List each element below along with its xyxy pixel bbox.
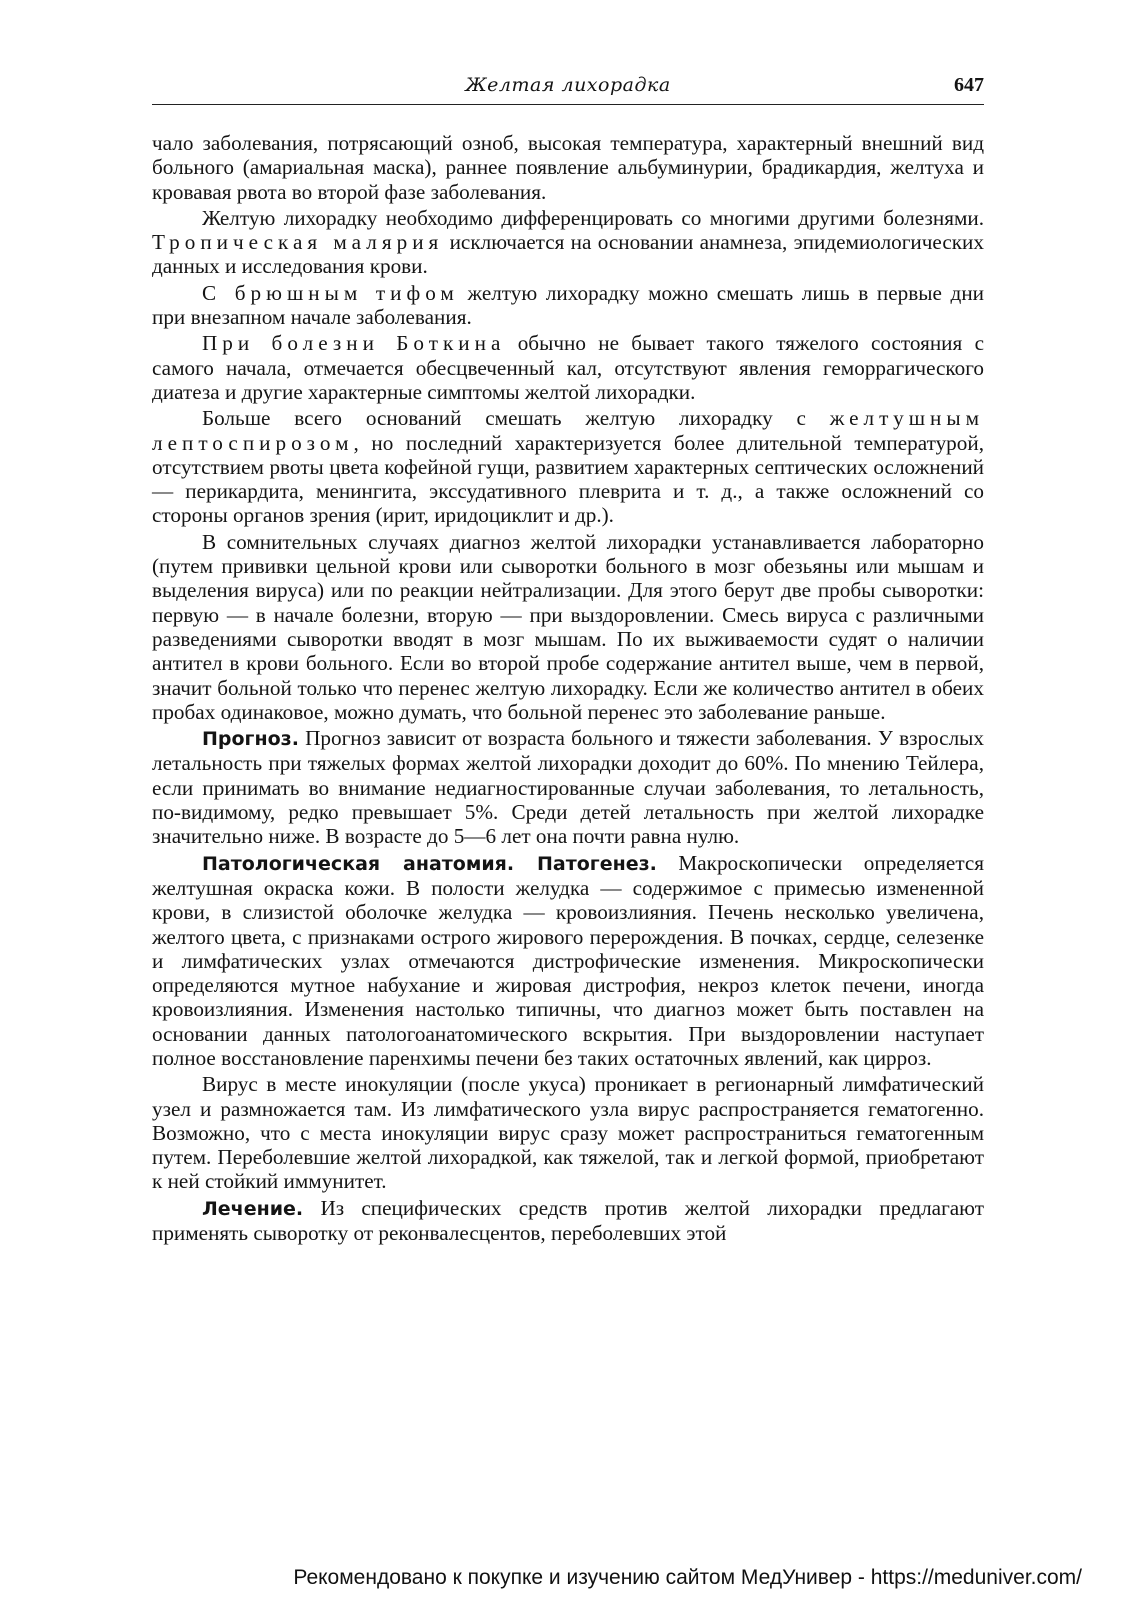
paragraph-text: исключается на основании анамнеза, эпидемиологических данных и исследования крови. — [152, 230, 984, 279]
page-number: 647 — [954, 74, 984, 96]
section-heading: Патологическая анатомия. Патогенез. — [202, 852, 657, 875]
paragraph — [152, 1072, 984, 1193]
paragraph — [152, 131, 984, 204]
paragraph-text: обычно не бывает такого тяжелого состояния с самого начала, отмечается обесцвеченный кал, отсутствуют явления геморрагического диатеза и другие характерные симптомы желтой лихорадки. — [152, 331, 984, 404]
paragraph — [152, 726, 984, 848]
paragraph — [152, 281, 984, 330]
footer-recommendation: Рекомендовано к покупке и изучению сайтом МедУнивер - https://meduniver.com/ — [293, 1566, 1082, 1589]
paragraph — [152, 406, 984, 527]
paragraph-text: В сомнительных случаях диагноз желтой лихорадки устанавливается лабораторно (путем прививки цельной крови или сыворотки больного в мозг обезьяны или мышам и выделения вируса) или по реакции нейтрализации. Для этого берут две пробы сыворотки: первую — в начале болезни, вторую — при выздоровлении. Смесь вируса с различными разведениями сыворотки вводят в мозг мышам. По их выживаемости судят о наличии антител в крови больного. Если во второй пробе содержание антител выше, чем в первой, значит больной только что перенес желтую лихорадку. Если же количество антител в обеих пробах одинаковое, можно думать, что больной перенес это заболевание раньше. — [152, 529, 984, 724]
body-text — [152, 131, 984, 1245]
paragraph-text: Из специфических средств против желтой лихорадки предлагают применять сыворотку от реконвалесцентов, переболевших этой — [152, 1195, 984, 1246]
running-title: Желтая лихорадка — [465, 74, 671, 96]
paragraph-text: Больше всего оснований смешать желтую лихорадку с — [202, 406, 830, 431]
running-head — [152, 70, 984, 105]
paragraph-text: Прогноз зависит от возраста больного и тяжести заболевания. У взрослых летальность при тяжелых формах желтой лихорадки доходит до 60%. По мнению Тейлера, если принимать во внимание недиагностированные случаи заболевания, то летальность, по-видимому, редко превышает 5%. Среди детей летальность при желтой лихорадке значительно ниже. В возрасте до 5—6 лет она почти равна нулю. — [152, 726, 984, 849]
paragraph-text: Макроскопически определяется желтушная окраска кожи. В полости желудка — содержимое с примесью измененной крови, в слизистой оболочке желудка — кровоизлияния. Печень несколько увеличена, желтого цвета, с признаками острого жирового перерождения. В почках, сердце, селезенке и лимфатических узлах отмечаются дистрофические изменения. Микроскопически определяются мутное набухание и жировая дистрофия, некроз клеток печени, иногда кровоизлияния. Изменения настолько типичны, что диагноз может быть поставлен на основании данных патологоанатомического вскрытия. При выздоровлении наступает полное восстановление паренхимы печени без таких остаточных явлений, как цирроз. — [152, 850, 984, 1070]
paragraph-text: Вирус в месте инокуляции (после укуса) проникает в регионарный лимфатический узел и размножается там. Из лимфатического узла вирус распространяется гематогенно. Возможно, что с места инокуляции вирус сразу может распространиться гематогенным путем. Переболевшие желтой лихорадкой, как тяжелой, так и легкой формой, приобретают к ней стойкий иммунитет. — [152, 1072, 984, 1194]
paragraph-text: , но последний характеризуется более длительной температурой, отсутствием рвоты цвета кофейной гущи, развитием характерных септических осложнений — перикардита, менингита, экссудативного плеврита и т. д., а также осложнений со стороны органов зрения (ирит, иридоциклит и др.). — [152, 430, 984, 528]
spaced-term: Тропическая малярия — [152, 230, 444, 255]
paragraph — [152, 206, 984, 279]
paragraph-text: желтую лихорадку можно смешать лишь в первые дни при внезапном начале заболевания. — [152, 280, 984, 330]
paragraph — [152, 530, 984, 724]
spaced-term: При болезни Боткина — [202, 331, 506, 356]
document-page — [152, 70, 984, 1247]
section-heading: Прогноз. — [202, 728, 299, 751]
paragraph — [152, 851, 984, 1071]
paragraph-text: чало заболевания, потрясающий озноб, высокая температура, характерный внешний вид больного (амариальная маска), раннее появление альбуминурии, брадикардия, желтуха и кровавая рвота во второй фазе заболевания. — [152, 131, 984, 204]
spaced-term: С брюшным тифом — [202, 280, 459, 305]
spaced-term: желтушным лептоспирозом — [152, 406, 984, 455]
paragraph — [152, 331, 984, 404]
paragraph-text: Желтую лихорадку необходимо дифференцировать со многими другими болезнями. — [202, 205, 984, 230]
section-heading: Лечение. — [202, 1197, 304, 1220]
paragraph — [152, 1196, 984, 1246]
